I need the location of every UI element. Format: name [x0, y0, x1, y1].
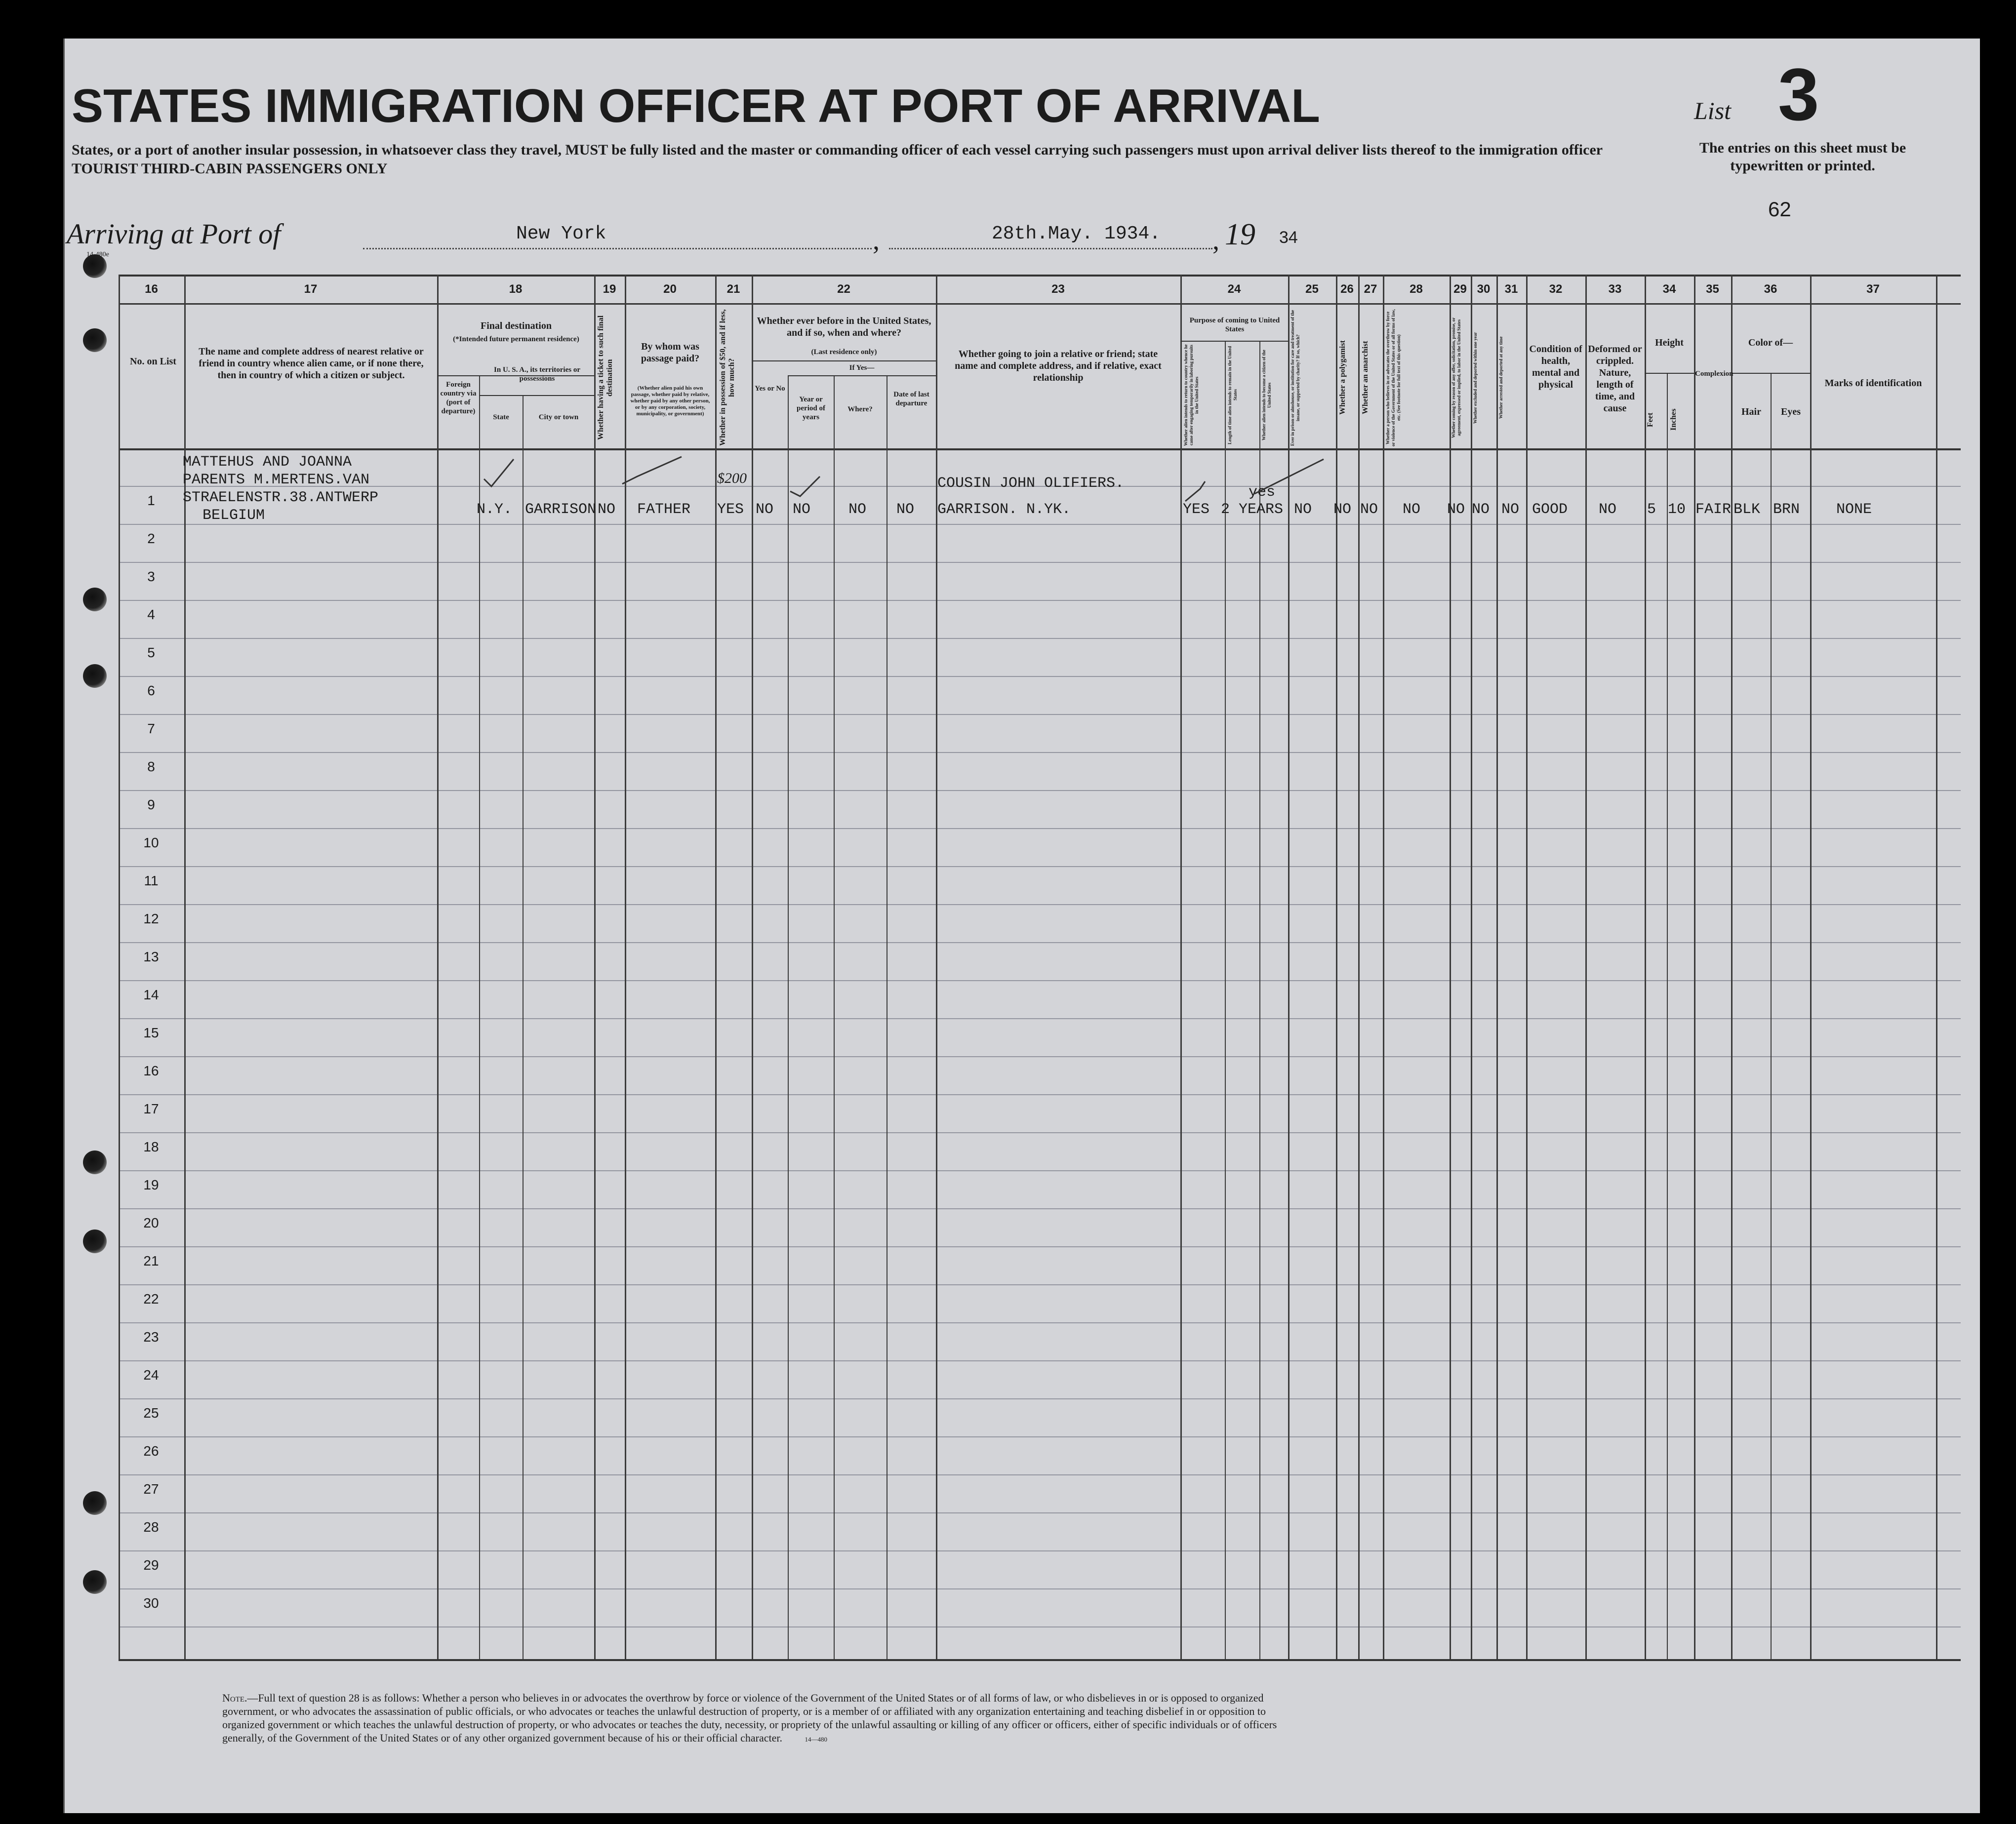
- row-number: 24: [143, 1367, 159, 1383]
- col-22-date-header: Date of last departure: [893, 391, 929, 407]
- col-24-return-header: Whether alien intends to return to country whence he came after engaging temporarily in laboring pursuits in the United States: [1183, 344, 1199, 446]
- col-line: [437, 275, 439, 1659]
- col-line: [119, 275, 120, 1659]
- port-dotted-line: [363, 248, 872, 249]
- col-number-28: 28: [1410, 282, 1423, 296]
- row-number: 13: [143, 949, 159, 964]
- col-33-header: Deformed or crippled. Nature, length of time, and cause: [1588, 344, 1642, 414]
- col-24-length-header: Length of time alien intends to remain in the United States: [1227, 346, 1238, 444]
- col-number-21: 21: [726, 282, 740, 296]
- cell-joining-line1: COUSIN JOHN OLIFIERS.: [937, 475, 1125, 492]
- punch-hole: [83, 588, 107, 611]
- row-number: 30: [143, 1595, 159, 1611]
- cell-anarchist: NO: [1360, 501, 1378, 518]
- col-36-hair-header: Hair: [1741, 406, 1761, 417]
- col-number-34: 34: [1662, 282, 1676, 296]
- intro-line-1: States, or a port of another insular possession, in whatsoever class they travel, MUST be fully listed and the master or commanding officer of each vessel carrying such passengers must upon arrival deliver lists thereof to the immigration officer: [72, 142, 1603, 158]
- col-27-header: Whether an anarchist: [1361, 341, 1370, 415]
- date-value: 28th.May. 1934.: [992, 223, 1161, 244]
- col-line: [1259, 341, 1260, 1659]
- col-number-22: 22: [837, 282, 850, 296]
- cell-purpose-citizen: yes: [1249, 484, 1276, 501]
- cell-hair: BLK: [1734, 501, 1761, 518]
- col-number-26: 26: [1340, 282, 1354, 296]
- row-number: 6: [147, 683, 155, 698]
- cell-eyes: BRN: [1773, 501, 1800, 518]
- col-line: [834, 375, 835, 1659]
- row-number: 15: [143, 1025, 159, 1040]
- relative-line: STRAELENSTR.38.ANTWERP: [183, 489, 379, 506]
- col-number-25: 25: [1305, 282, 1319, 296]
- row-number: 27: [143, 1481, 159, 1497]
- col-number-35: 35: [1706, 282, 1719, 296]
- col-line: [1496, 275, 1498, 1659]
- col-number-18: 18: [509, 282, 523, 296]
- subheader-line: [1180, 341, 1288, 342]
- row-number: 22: [143, 1291, 159, 1307]
- cell-paid-by: FATHER: [637, 501, 691, 518]
- row-number: 14: [143, 987, 159, 1002]
- column-number-border: [119, 303, 1961, 305]
- col-16-header: No. on List: [130, 356, 176, 367]
- col-37-header: Marks of identification: [1824, 378, 1922, 389]
- col-line: [788, 375, 789, 1659]
- row-number: 1: [147, 493, 155, 508]
- col-line: [1383, 275, 1384, 1659]
- row-number: 11: [144, 873, 159, 888]
- col-36-header: Color of—: [1748, 337, 1793, 348]
- row-number: 10: [143, 835, 159, 850]
- page-number: 62: [1768, 198, 1791, 221]
- col-number-31: 31: [1504, 282, 1518, 296]
- row-number: 28: [143, 1519, 159, 1535]
- row-number: 23: [143, 1329, 159, 1345]
- col-number-36: 36: [1764, 282, 1777, 296]
- col-line: [1585, 275, 1587, 1659]
- cell-health: GOOD: [1532, 501, 1568, 518]
- row-number: 26: [143, 1443, 159, 1459]
- row-number: 4: [147, 607, 155, 622]
- date-dotted-line: [889, 248, 1212, 249]
- col-line: [1936, 275, 1937, 1659]
- row-number: 20: [143, 1215, 159, 1230]
- table-bottom-border: [119, 1659, 1961, 1661]
- col-line: [1771, 373, 1772, 1659]
- arriving-label: Arriving at Port of: [67, 218, 281, 250]
- form-code: 14-480e: [86, 251, 109, 258]
- cell-before-date: NO: [896, 501, 915, 518]
- col-26-header: Whether a polygamist: [1338, 340, 1347, 415]
- col-18-state-header: State: [493, 413, 509, 421]
- col-line: [1810, 275, 1812, 1659]
- relative-line: MATTEHUS AND JOANNA: [183, 454, 352, 471]
- row-lines: [119, 448, 1961, 1659]
- col-number-23: 23: [1051, 282, 1065, 296]
- cell-overthrow: NO: [1403, 501, 1421, 518]
- col-18-city-header: City or town: [538, 413, 579, 421]
- footnote-text: Full text of question 28 is as follows: Whether a person who believes in or advocates the overthrow by force or violence of the Government of the United States or of all forms of law, or who disbelieves in or is opposed to organized government, or who advocates the assassination of public officials, or who advocates or teaches the unlawful destruction of property, or is a member of or affiliated with any organization entertaining and teaching disbelief in or opposition to organized government or which teaches the unlawful destruction of property, or who advocates or teaches the duty, necessity, or propriety of the unlawful assaulting or killing of any officer or officers, either of specific individuals or of officers generally, of the Government of the United States or of any other organized government because of his or their official character.: [222, 1692, 1277, 1744]
- intro-line-2: TOURIST THIRD-CABIN PASSENGERS ONLY: [72, 160, 388, 177]
- cell-before-where: NO: [848, 501, 867, 518]
- col-18-header: Final destination: [481, 320, 552, 331]
- col-line: [1471, 275, 1472, 1659]
- col-line: [1731, 275, 1733, 1659]
- col-22-where-header: Where?: [847, 405, 873, 413]
- col-20-subheader: (Whether alien paid his own passage, whether paid by relative, whether paid by any other person, or by any corporation, society, municipality, or government): [630, 385, 710, 417]
- col-number-16: 16: [145, 282, 158, 296]
- col-number-30: 30: [1477, 282, 1491, 296]
- footnote: [222, 1691, 1284, 1746]
- col-line: [479, 376, 480, 1659]
- footnote-label: Note.—: [222, 1692, 258, 1704]
- row-number: 2: [147, 531, 155, 546]
- relative-line: PARENTS M.MERTENS.VAN: [183, 472, 370, 488]
- col-22-year-header: Year or period of years: [797, 396, 825, 421]
- col-18-foreign-header: Foreign country via (port of departure): [440, 381, 477, 415]
- comma: ,: [873, 225, 880, 256]
- relative-line: BELGIUM: [202, 507, 265, 524]
- row-number: 18: [143, 1139, 159, 1154]
- col-21-header: Whether in possession of $50, and if less, how much?: [719, 309, 736, 446]
- row-number: 5: [147, 645, 155, 660]
- col-line: [1694, 275, 1695, 1659]
- col-30-header: Whether excluded and deported within one year: [1473, 332, 1478, 424]
- col-34-inches-header: Inches: [1669, 408, 1678, 431]
- row-number: 17: [143, 1101, 159, 1116]
- cell-city: GARRISON: [525, 501, 597, 518]
- col-24-citizen-header: Whether alien intends to become a citizen of the United States: [1261, 350, 1272, 440]
- list-note: The entries on this sheet must be typewritten or printed.: [1699, 140, 1906, 174]
- row-number: 7: [147, 721, 155, 736]
- port-value: New York: [516, 223, 606, 244]
- comma: ,: [1212, 225, 1219, 256]
- cell-feet: 5: [1647, 501, 1656, 518]
- col-line: [1667, 373, 1668, 1659]
- punch-hole: [83, 664, 107, 688]
- col-line: [1225, 341, 1226, 1659]
- col-number-33: 33: [1608, 282, 1622, 296]
- row-number: 25: [143, 1405, 159, 1421]
- col-line: [1645, 275, 1646, 1659]
- col-number-24: 24: [1227, 282, 1241, 296]
- punch-hole: [83, 1570, 107, 1594]
- row-number: 3: [147, 569, 155, 584]
- col-23-header: Whether going to join a relative or friend; state name and complete address, and if relative, exact relationship: [955, 349, 1162, 383]
- cell-ticket: NO: [598, 501, 616, 518]
- col-19-header: Whether having a ticket to such final destination: [597, 315, 614, 440]
- col-28-header: Whether a person who believes in or advocates the overthrow by force or violence of the Government of the United States or of all forms of law, etc. (See footnote for full text of this question): [1385, 309, 1401, 446]
- cell-marks: NONE: [1836, 501, 1872, 518]
- col-number-19: 19: [603, 282, 616, 296]
- cell-joining-line2: GARRISON. N.YK.: [937, 501, 1071, 518]
- row-number: 9: [147, 797, 155, 812]
- cell-inches: 10: [1668, 501, 1686, 518]
- col-number-32: 32: [1549, 282, 1563, 296]
- subheader-line: [752, 360, 936, 361]
- col-20-header: By whom was passage paid?: [641, 341, 700, 364]
- year-suffix: 34: [1279, 228, 1298, 247]
- punch-hole: [83, 1229, 107, 1253]
- col-line: [523, 395, 524, 1659]
- cell-money-amount: $200: [717, 470, 747, 486]
- cell-purpose-length: 2 YEARS: [1221, 501, 1284, 518]
- col-31-header: Whether arrested and deported at any time: [1498, 336, 1503, 419]
- col-line: [1358, 275, 1360, 1659]
- cell-excluded: NO: [1472, 501, 1490, 518]
- col-number-29: 29: [1453, 282, 1467, 296]
- punch-hole: [83, 328, 107, 352]
- row-number: 16: [143, 1063, 159, 1078]
- row-number: 8: [147, 759, 155, 774]
- subheader-line: [479, 395, 594, 396]
- footnote-form-code: 14—480: [805, 1736, 828, 1743]
- row-number: 21: [143, 1253, 159, 1269]
- col-29-header: Whether coming by reason of any offer, solicitation, promise, or agreement, expressed or implied, to labor in the United States: [1451, 317, 1461, 438]
- cell-deported: NO: [1501, 501, 1520, 518]
- col-32-header: Condition of health, mental and physical: [1529, 344, 1582, 390]
- cell-state: N.Y.: [477, 501, 513, 518]
- punch-hole: [83, 1491, 107, 1515]
- col-number-27: 27: [1364, 282, 1377, 296]
- subheader-line: [788, 375, 936, 376]
- subheader-line: [1645, 373, 1694, 374]
- row-number: 29: [143, 1557, 159, 1573]
- cell-polygamist: NO: [1333, 501, 1352, 518]
- subheader-line: [1731, 373, 1810, 374]
- cell-money: YES: [717, 501, 744, 518]
- cell-complexion: FAIR: [1695, 501, 1732, 518]
- cell-before-yesno: NO: [756, 501, 774, 518]
- page-title: STATES IMMIGRATION OFFICER AT PORT OF ARRIVAL: [72, 79, 1320, 132]
- check-marks: [474, 454, 1338, 504]
- list-number: 3: [1778, 53, 1819, 136]
- col-22-yesno-header: Yes or No: [755, 385, 785, 393]
- cell-before-year: NO: [793, 501, 811, 518]
- col-22-ifyes: If Yes—: [849, 364, 875, 372]
- col-36-eyes-header: Eyes: [1781, 406, 1801, 417]
- col-22-header: Whether ever before in the United States, and if so, when and where?: [757, 316, 931, 338]
- year-prefix: 19: [1225, 218, 1255, 251]
- cell-prison: NO: [1294, 501, 1312, 518]
- col-34-feet-header: Feet: [1646, 412, 1654, 427]
- col-line: [1526, 275, 1528, 1659]
- col-number-37: 37: [1866, 282, 1880, 296]
- col-18-usa-header: In U. S. A., its territories or possessions: [494, 366, 580, 383]
- col-22-subheader: (Last residence only): [811, 348, 877, 356]
- cell-purpose-return: YES: [1183, 501, 1210, 518]
- col-25-header: Ever in prison or almshouse, or institution for care and treatment of the insane, or supported by charity? If so, which?: [1290, 310, 1300, 446]
- relative-address: [183, 453, 378, 524]
- row-number: 12: [143, 911, 159, 926]
- row-number: 19: [143, 1177, 159, 1192]
- col-24-header: Purpose of coming to United States: [1189, 317, 1280, 333]
- col-18-subheader: (*Intended future permanent residence): [453, 335, 579, 343]
- col-line: [1450, 275, 1451, 1659]
- list-label: List: [1694, 97, 1732, 124]
- punch-hole: [83, 1150, 107, 1174]
- col-number-17: 17: [304, 282, 318, 296]
- col-35-header: Complexion: [1695, 370, 1734, 378]
- intro-text: [72, 141, 1603, 178]
- cell-labor-offer: NO: [1447, 501, 1465, 518]
- cell-deformed: NO: [1599, 501, 1617, 518]
- col-17-header: The name and complete address of nearest relative or friend in country whence alien came, or if none there, then in country of which a citizen or subject.: [199, 346, 424, 381]
- table-top-border: [119, 275, 1961, 277]
- col-34-header: Height: [1655, 337, 1684, 348]
- col-number-20: 20: [663, 282, 677, 296]
